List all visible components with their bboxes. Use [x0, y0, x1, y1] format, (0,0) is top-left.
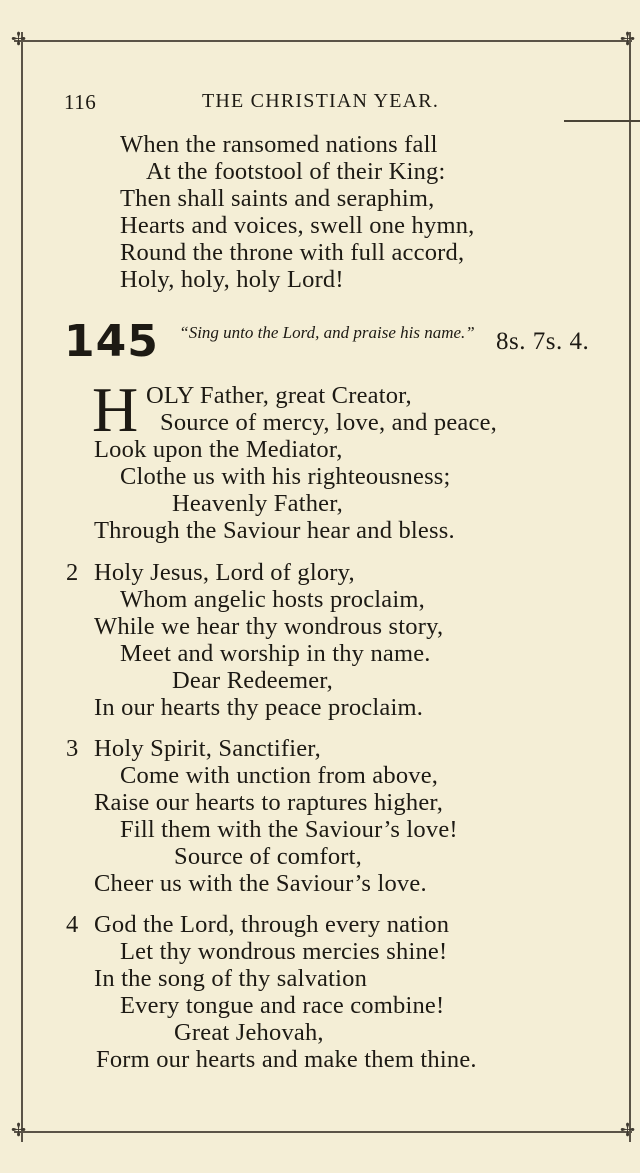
verse-line: Look upon the Mediator,	[94, 436, 343, 463]
drop-cap: H	[92, 374, 139, 445]
verse-line: Heavenly Father,	[172, 490, 343, 517]
frame-bottom-rule	[14, 1131, 632, 1133]
stanza-line: Round the throne with full accord,	[120, 239, 465, 266]
verse-line: Through the Saviour hear and bless.	[94, 517, 455, 544]
verse-line: Source of comfort,	[174, 843, 362, 870]
verse-line: Fill them with the Saviour’s love!	[120, 816, 458, 843]
frame-right-rule	[629, 32, 631, 1142]
verse-number: 2	[66, 559, 79, 586]
verse-line: In our hearts thy peace proclaim.	[94, 694, 424, 721]
hymn-epigraph: “Sing unto the Lord, and praise his name.”	[179, 323, 475, 342]
header-rule	[564, 120, 640, 122]
verse-line: Every tongue and race combine!	[120, 992, 445, 1019]
frame-left-rule	[21, 32, 23, 1142]
stanza-line: Holy, holy, holy Lord!	[120, 266, 344, 293]
verse-line: Form our hearts and make them thine.	[96, 1046, 477, 1073]
corner-ornament-icon: ✢	[620, 1120, 636, 1141]
verse-line: Come with unction from above,	[120, 762, 439, 789]
verse-line: Clothe us with his righteousness;	[120, 463, 451, 490]
verse-line: Meet and worship in thy name.	[120, 640, 431, 667]
verse-line: Raise our hearts to raptures higher,	[94, 789, 444, 816]
verse-line: Cheer us with the Saviour’s love.	[94, 870, 427, 897]
verse-line: OLY Father, great Creator,	[146, 382, 412, 409]
running-title: THE CHRISTIAN YEAR.	[202, 90, 440, 112]
verse-line: While we hear thy wondrous story,	[94, 613, 444, 640]
stanza-line: At the footstool of their King:	[146, 158, 446, 185]
verse-line: Holy Jesus, Lord of glory,	[94, 559, 355, 586]
verse-line: Source of mercy, love, and peace,	[160, 409, 497, 436]
stanza-line: Hearts and voices, swell one hymn,	[120, 212, 475, 239]
verse-line: Great Jehovah,	[174, 1019, 324, 1046]
frame-top-rule	[14, 40, 632, 42]
verse-line: Let thy wondrous mercies shine!	[120, 938, 448, 965]
page-number: 116	[64, 90, 97, 114]
verse-number: 4	[66, 911, 79, 938]
corner-ornament-icon: ✢	[620, 29, 636, 50]
corner-ornament-icon: ✢	[11, 1120, 27, 1141]
hymn-meter: 8s. 7s. 4.	[496, 328, 590, 355]
stanza-line: Then shall saints and seraphim,	[120, 185, 435, 212]
hymn-number: 145	[64, 316, 159, 367]
verse-line: In the song of thy salvation	[94, 965, 368, 992]
verse-line: Whom angelic hosts proclaim,	[120, 586, 425, 613]
page-header	[64, 88, 584, 118]
corner-ornament-icon: ✢	[11, 29, 27, 50]
verse-line: Holy Spirit, Sanctifier,	[94, 735, 322, 762]
stanza-line: When the ransomed nations fall	[120, 131, 438, 158]
verse-line: God the Lord, through every nation	[94, 911, 450, 938]
verse-line: Dear Redeemer,	[172, 667, 333, 694]
verse-number: 3	[66, 735, 79, 762]
